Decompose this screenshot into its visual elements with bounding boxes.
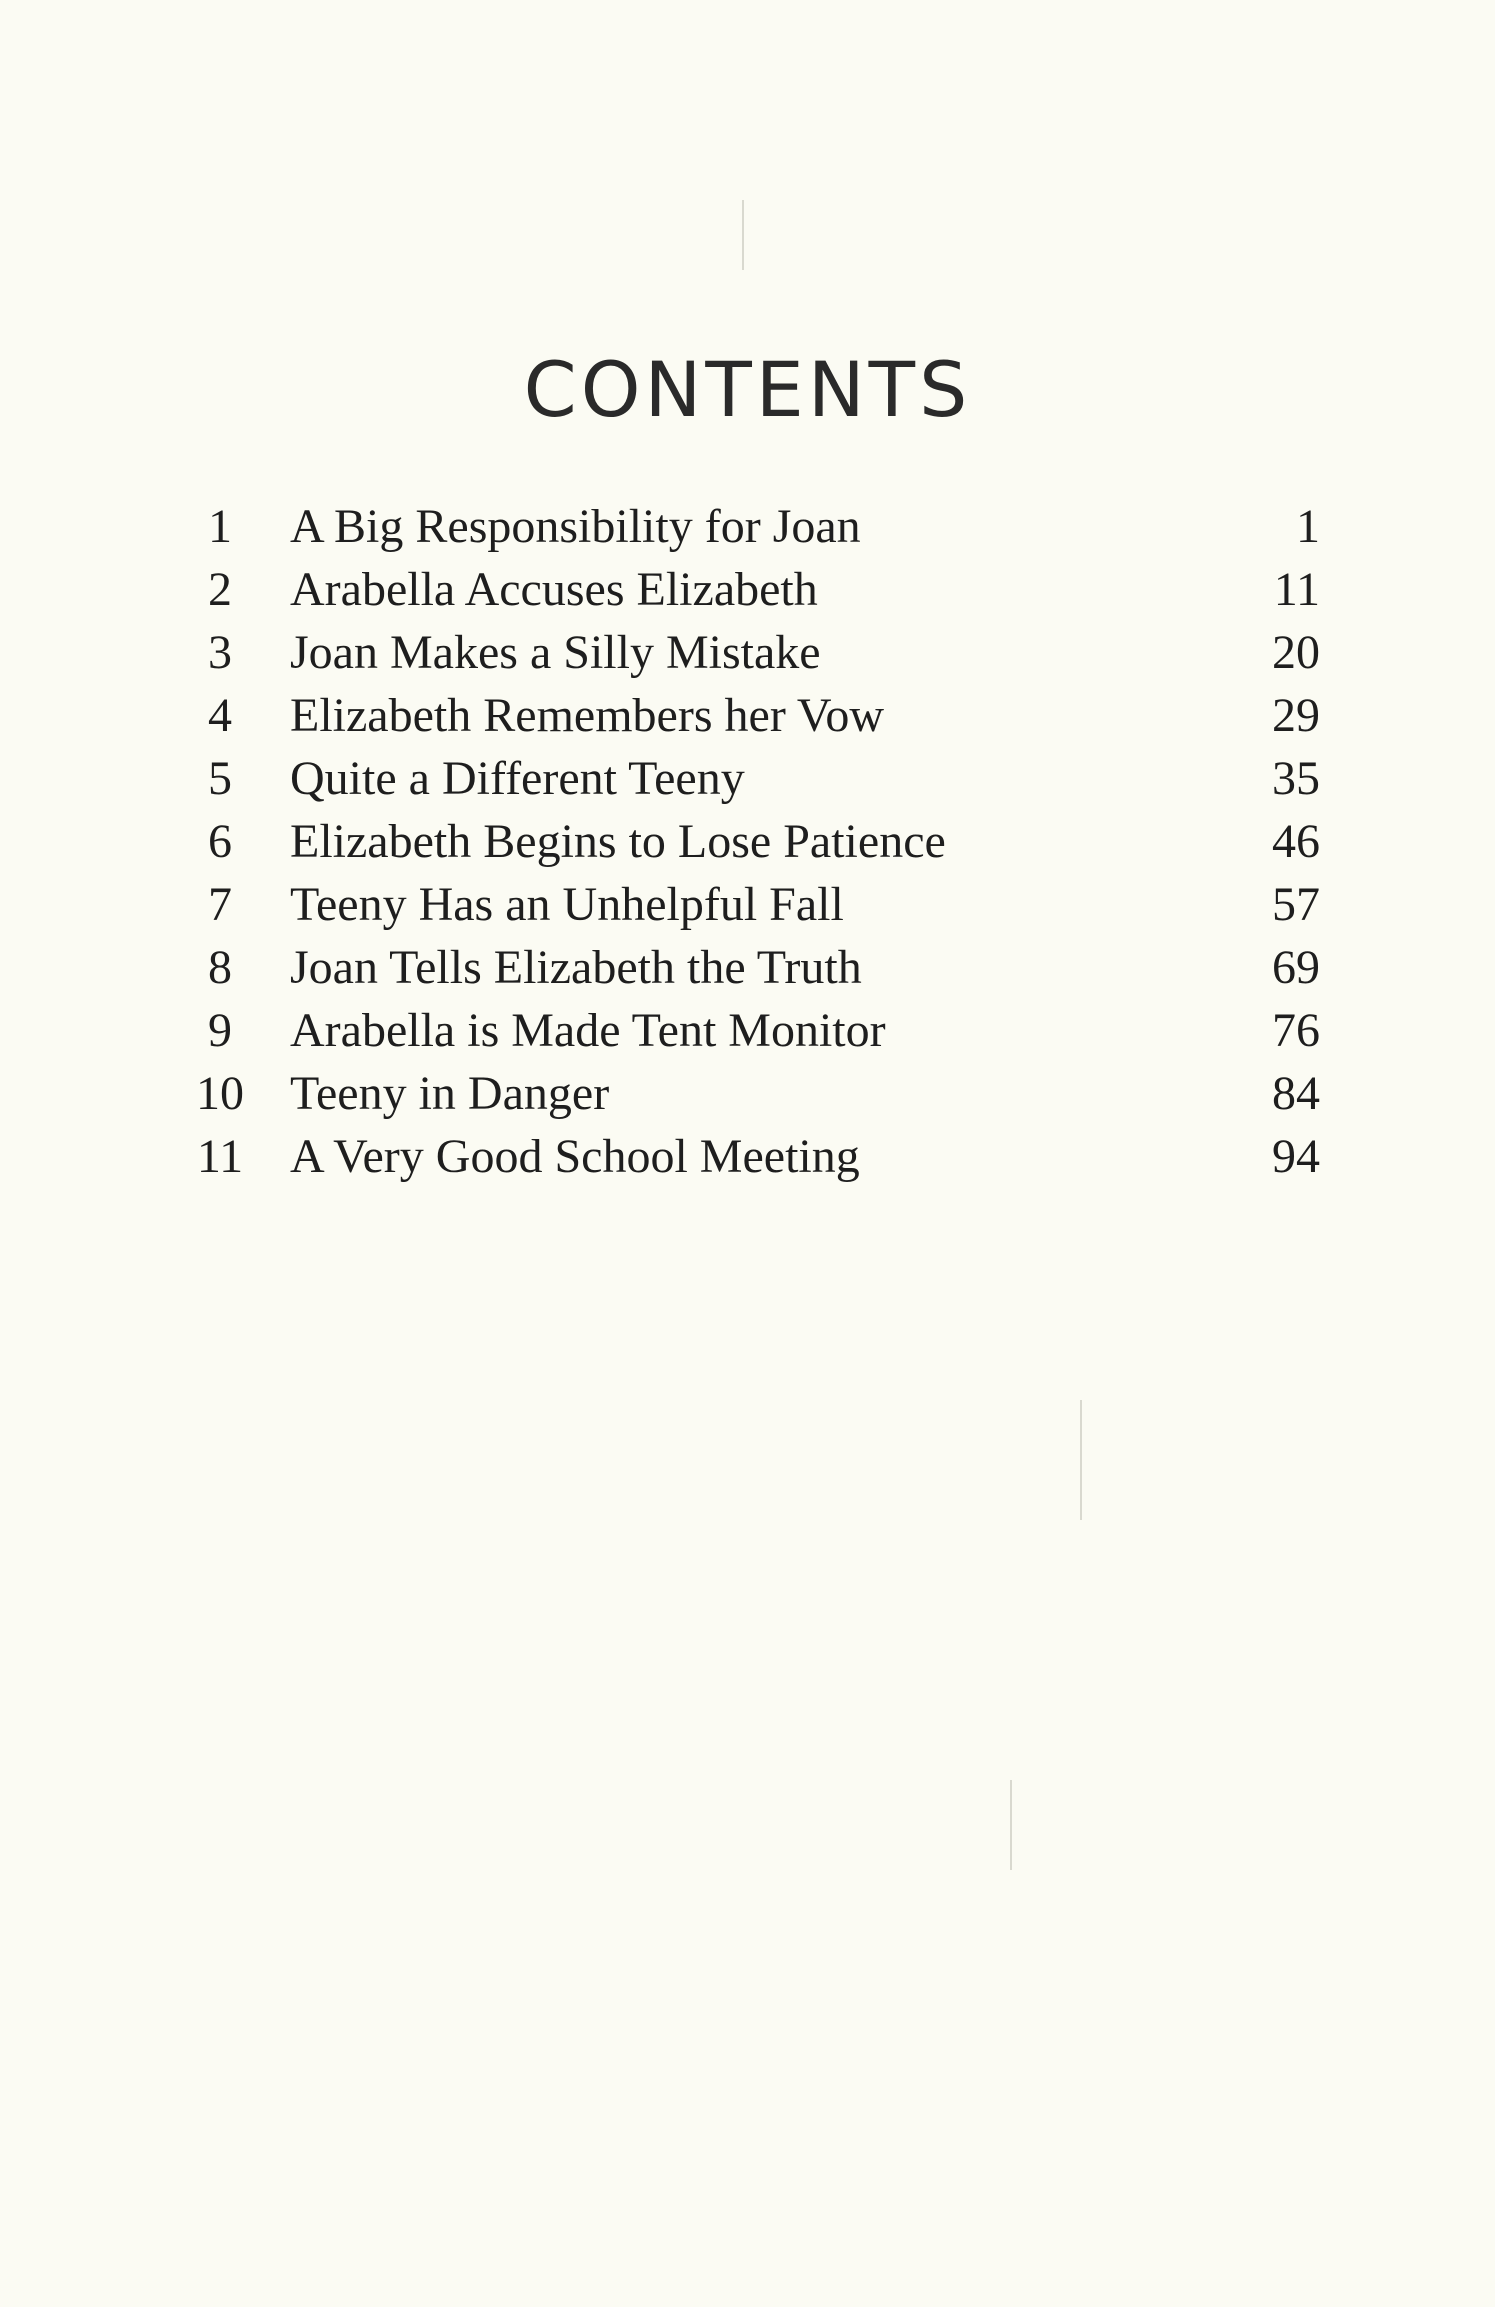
chapter-number: 11 [196,1130,244,1183]
chapter-page: 35 [1272,752,1320,805]
chapter-title: Arabella Accuses Elizabeth [290,563,818,616]
chapter-page: 84 [1272,1067,1320,1120]
scan-mark [1080,1400,1082,1520]
chapter-title: Teeny in Danger [290,1067,610,1120]
chapter-title: Arabella is Made Tent Monitor [290,1004,886,1057]
chapter-title: A Big Responsibility for Joan [290,500,861,553]
chapter-number: 9 [208,1004,232,1057]
table-of-contents [190,495,1320,1188]
toc-entry [190,810,1320,873]
toc-entry [190,684,1320,747]
toc-entry [190,1125,1320,1188]
toc-entry [190,558,1320,621]
chapter-page: 11 [1273,563,1320,616]
chapter-number: 10 [196,1067,244,1120]
chapter-page: 76 [1272,1004,1320,1057]
chapter-title: Teeny Has an Unhelpful Fall [290,878,844,931]
chapter-number: 8 [208,941,232,994]
chapter-page: 46 [1272,815,1320,868]
toc-entry [190,999,1320,1062]
toc-entry [190,936,1320,999]
chapter-page: 94 [1272,1130,1320,1183]
toc-entry [190,747,1320,810]
chapter-page: 57 [1272,878,1320,931]
contents-heading: CONTENTS [523,345,972,434]
chapter-title: A Very Good School Meeting [290,1130,860,1183]
chapter-number: 4 [208,689,232,742]
toc-entry [190,873,1320,936]
chapter-title: Quite a Different Teeny [290,752,745,805]
toc-entry [190,495,1320,558]
chapter-page: 20 [1272,626,1320,679]
chapter-title: Joan Makes a Silly Mistake [290,626,821,679]
scan-mark [1010,1780,1012,1870]
chapter-title: Elizabeth Begins to Lose Patience [290,815,946,868]
chapter-number: 2 [208,563,232,616]
chapter-title: Joan Tells Elizabeth the Truth [290,941,862,994]
chapter-number: 6 [208,815,232,868]
chapter-number: 7 [208,878,232,931]
toc-entry [190,1062,1320,1125]
scan-mark [742,200,744,270]
chapter-page: 29 [1272,689,1320,742]
chapter-number: 3 [208,626,232,679]
toc-entry [190,621,1320,684]
chapter-page: 1 [1296,500,1320,553]
chapter-number: 5 [208,752,232,805]
chapter-page: 69 [1272,941,1320,994]
chapter-title: Elizabeth Remembers her Vow [290,689,885,742]
chapter-number: 1 [208,500,232,553]
